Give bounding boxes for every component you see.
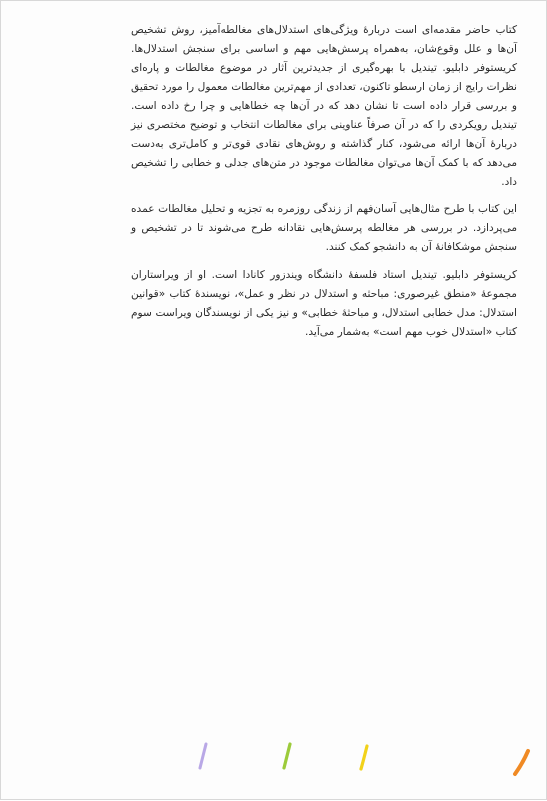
paragraph-intro: کتاب حاضر مقدمه‌ای است دربارهٔ ویژگی‌های استدلال‌های مغالطه‌آمیز، روش تشخیص آن‌ها و علل وقوع‌شان، به‌همراه پرسش‌هایی مهم و اساسی برای سنجش استدلال‌ها. کریستوفر دابلیو. تیندیل با بهره‌گیری از جدیدترین آثار در موضوع مغالطات و پاره‌ای نظرات رایج از زمان ارسطو تاکنون، تعدادی از مهم‌ترین مغالطات معمول را مورد تحقیق و بررسی قرار داده است تا نشان دهد که در آن‌ها چه خطاهایی و چرا رخ داده است. تیندیل رویکردی را که در آن صرفاً عناوینی برای مغالطات انتخاب و توضیح مختصری نیز دربارهٔ آن‌ها ارائه می‌شود، کنار گذاشته و روش‌های نقادی قوی‌تر و کامل‌تری به‌دست می‌دهد که با کمک آن‌ها می‌توان مغالطات موجود در متن‌های جدلی و خطابی را تشخیص داد. — [131, 24, 517, 188]
green-stroke — [284, 744, 290, 768]
orange-stroke — [515, 751, 528, 774]
yellow-stroke — [361, 746, 367, 769]
paragraph-examples: این کتاب با طرح مثال‌هایی آسان‌فهم از زندگی روزمره به تجزیه و تحلیل مغالطات عمده می‌پردازد. در بررسی هر مغالطه پرسش‌هایی نقادانه طرح می‌شوند تا در تشخیص و سنجش موشکافانهٔ آن به دانشجو کمک کنند. — [131, 203, 517, 253]
paragraph-author-bio: کریستوفر دابلیو. تیندیل استاد فلسفهٔ دانشگاه ویندزور کانادا است. او از ویراستاران مجموعهٔ «منطق غیرصوری: مباحثه و استدلال در نظر و عمل»، نویسندهٔ کتاب «قوانین استدلال: مدل خطابی استدلال، و مباحثهٔ خطابی» و نیز یکی از نویسندگان ویراست سوم کتاب «استدلال خوب مهم است» به‌شمار می‌آید. — [131, 269, 517, 338]
lilac-stroke — [200, 744, 206, 768]
description-text — [131, 21, 517, 351]
